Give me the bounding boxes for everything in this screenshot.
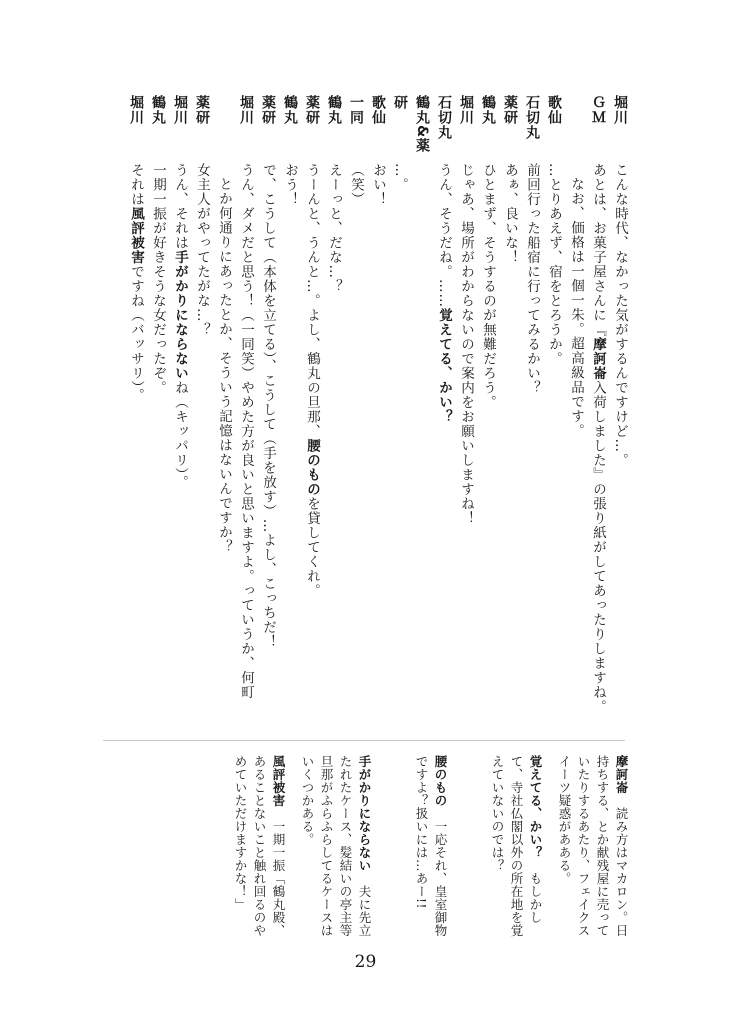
speaker-label: 一同: [348, 95, 364, 125]
dialogue-line: [565, 95, 587, 715]
line-text: 前回行った船宿に行ってみるかい？: [524, 163, 540, 395]
footnote-term: 腰のもの: [433, 755, 448, 807]
speaker-label: 堀川: [458, 95, 474, 125]
dialogue-line: [477, 95, 499, 715]
line-text: うーんと、うんと…。よし、鶴丸の旦那、: [304, 163, 320, 439]
line-text: あとは、お菓子屋さんに『: [590, 163, 606, 337]
line-text: を貸してくれ。: [304, 496, 320, 598]
footnote: [412, 755, 450, 945]
footnote: [298, 755, 374, 945]
line-text: （笑）: [348, 163, 364, 207]
dialogue-line: [455, 95, 477, 715]
speaker-label: 薬研: [194, 95, 210, 125]
line-text: おい！: [370, 163, 386, 207]
line-text: ですね（バッサリ）。: [128, 264, 144, 403]
footnote-text: もしかして、寺社仏閣以外の所在地を覚えていないのでは？: [490, 755, 543, 937]
speaker-label: 歌仙: [370, 95, 386, 125]
dialogue-line: [191, 95, 213, 715]
line-text: じゃあ、場所がわからないので案内をお願いしますね！: [458, 163, 474, 526]
dialogue-line: [367, 95, 389, 715]
dialogue-line: [609, 95, 631, 715]
speaker-label: 鶴丸: [150, 95, 166, 125]
speaker-label: 石切丸: [524, 95, 540, 140]
footnote: [231, 755, 288, 945]
footnote: [555, 755, 631, 945]
speaker-label: ＧＭ: [590, 95, 606, 125]
line-text: うん、それは: [172, 163, 188, 250]
dialogue-line: [587, 95, 609, 715]
dialogue-line: [433, 95, 455, 715]
footnote-text: 一応それ、皇室御物ですよ？扱いには…あー!!: [414, 755, 448, 937]
speaker-label: 歌仙: [546, 95, 562, 125]
dialogue-line: [345, 95, 367, 715]
term-oboeteru: 覚えてる、かい？: [436, 308, 452, 424]
dialogue-line: [125, 95, 147, 715]
dialogue-line: [169, 95, 191, 715]
speaker-label: 薬研: [502, 95, 518, 125]
dialogue-line: [147, 95, 169, 715]
speaker-label: 鶴丸: [282, 95, 298, 125]
footnote-term: 覚えてる、かい？: [528, 755, 543, 859]
speaker-label: 石切丸: [436, 95, 452, 140]
line-text: 一期一振が好きそうな女だったぞ。: [150, 163, 166, 395]
speaker-label: 鶴丸: [326, 95, 342, 125]
speaker-label: 堀川: [238, 95, 254, 125]
line-text: こんな時代、なかった気がするんですけど…。: [612, 163, 628, 468]
line-text: で、こうして（本体を立てる）、こうして（手を放す）…よし、こっちだ！: [260, 163, 276, 650]
dialogue-line: [389, 95, 433, 715]
line-text: うん、そうだね。……: [436, 163, 452, 308]
term-tegakari: 手がかりにならない: [172, 250, 188, 381]
line-text: おう！: [282, 163, 298, 207]
footnote-term: 風評被害: [271, 755, 286, 807]
line-text: ひとまず、そうするのが無難だろう。: [480, 163, 496, 410]
line-text: …とりあえず、宿をとろうか。: [546, 163, 562, 366]
dialogue-block: [111, 95, 631, 715]
speaker-label: 薬研: [304, 95, 320, 125]
dialogue-line: [521, 95, 543, 715]
dialogue-line: [213, 95, 235, 715]
speaker-label: 堀川: [128, 95, 144, 125]
footnote-term: 手がかりにならない: [357, 755, 372, 872]
dialogue-line: [279, 95, 301, 715]
footnote-text: 一期一振「鶴丸殿、あることないこと触れ回るのやめていただけますかな！」: [233, 755, 286, 937]
footnote-text: 読み方はマカロン。日持ちする、とか献残屋に売っていたりするあたり、フェイクスイーツ疑惑があある。: [557, 755, 629, 937]
footnote-text: 夫に先立たれたケース、髪結いの亭主等旦那がふらふらしてるケースはいくつかある。: [300, 755, 372, 937]
footnote: [488, 755, 545, 945]
line-text: うん、ダメだと思う！（一同笑）やめた方が良いと思いますよ。っていうか、何町: [238, 163, 254, 700]
line-text: ね（キッパリ）。: [172, 380, 188, 490]
dialogue-line: [543, 95, 565, 715]
line-text: 入荷しました』の張り紙がしてあったりしますね。: [590, 380, 606, 714]
speaker-label: 堀川: [612, 95, 628, 125]
term-fuhyohigai: 風評被害: [128, 206, 144, 265]
line-text: あぁ、良いな！: [502, 163, 518, 265]
line-text: えーっと、だな…？: [326, 163, 342, 294]
footnotes-block: [101, 755, 631, 945]
dialogue-line: [235, 95, 257, 715]
speaker-label: 鶴丸&薬研: [392, 95, 430, 154]
dialogue-line: [257, 95, 279, 715]
page-number: 29: [354, 952, 377, 972]
line-text: 女主人がやってたがな…？: [194, 163, 210, 337]
speaker-label: 薬研: [260, 95, 276, 125]
speaker-label: 堀川: [172, 95, 188, 125]
dialogue-line: [301, 95, 323, 715]
line-text: なお、価格は一個一朱。超高級品です。: [568, 177, 584, 438]
term-makaron: 摩訶崙: [590, 337, 606, 381]
term-koshinomono: 腰のもの: [304, 438, 320, 497]
line-text: とか何通りにあったとか、そういう記憶はないんですか？: [216, 177, 232, 554]
line-text: …。: [392, 163, 408, 192]
speaker-label: 鶴丸: [480, 95, 496, 125]
footnote-term: 摩訶崙: [614, 755, 629, 794]
dialogue-line: [499, 95, 521, 715]
footnote-divider: [103, 740, 625, 741]
line-text: それは: [128, 163, 144, 207]
dialogue-line: [323, 95, 345, 715]
